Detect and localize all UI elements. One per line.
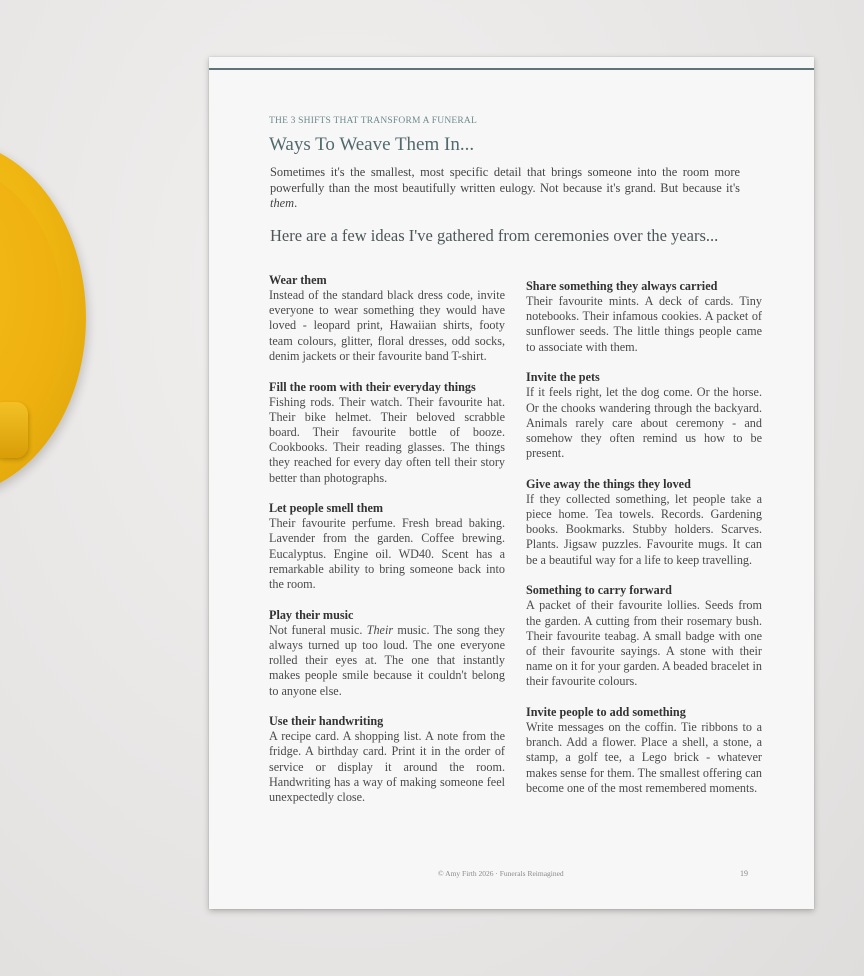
- left-column: [269, 273, 505, 821]
- idea-text: Fishing rods. Their watch. Their favourite hat. Their bike helmet. Their beloved scrabble board. Their favourite bottle of booze. Cookbooks. Their reading glasses. The things they reached for every day often tell their story better than photographs.: [269, 394, 505, 485]
- idea-heading: Something to carry forward: [526, 583, 672, 598]
- lead-line: Here are a few ideas I've gathered from ceremonies over the years...: [270, 226, 719, 245]
- idea-text: Their favourite mints. A deck of cards. Tiny notebooks. Their infamous cookies. A packet of sunflower seeds. The little things people came to associate with them.: [526, 294, 762, 354]
- idea-heading: Let people smell them: [269, 501, 384, 516]
- idea-section: [269, 380, 505, 486]
- intro-paragraph: [270, 165, 740, 212]
- idea-heading: Use their handwriting: [269, 714, 384, 729]
- page-number: 19: [740, 869, 748, 878]
- idea-heading: Play their music: [269, 607, 354, 622]
- idea-section: [269, 608, 505, 699]
- idea-section: [526, 583, 762, 689]
- idea-text: Instead of the standard black dress code, invite everyone to wear something they would have loved - leopard print, Hawaiian shirts, footy team colours, glitter, floral dresses, odd socks, denim jackets or their favourite band T-shirt.: [269, 288, 505, 363]
- idea-text: [269, 623, 505, 699]
- idea-section: [526, 477, 762, 568]
- idea-text-emphasis: Their: [366, 622, 394, 637]
- idea-section: [526, 370, 762, 461]
- idea-heading: Wear them: [269, 273, 327, 287]
- idea-section: [269, 273, 505, 364]
- idea-heading: Share something they always carried: [526, 279, 718, 293]
- idea-text-start: Not funeral music.: [269, 622, 367, 637]
- idea-section: [269, 501, 505, 592]
- coffee-cup-image: [0, 140, 86, 496]
- idea-text: Write messages on the coffin. Tie ribbons to a branch. Add a flower. Place a shell, a stone, a stamp, a golf tee, a Lego brick - whatever makes sense for them. The smallest offering can become one of the most remembered moments.: [526, 720, 762, 795]
- idea-text: Their favourite perfume. Fresh bread baking. Lavender from the garden. Coffee brewing. Eucalyptus. Engine oil. WD40. Scent has a remarkable ability to bring someone back into the room.: [269, 516, 505, 592]
- idea-text-end: music. The song they always turned up too loud. The one everyone rolled their eyes at. The one that instantly makes people smile because it couldn't belong to anyone else.: [269, 622, 505, 698]
- top-rule: [209, 68, 814, 70]
- cup-handle: [0, 402, 28, 458]
- idea-section: [526, 705, 762, 796]
- page-title: Ways To Weave Them In...: [269, 134, 475, 155]
- idea-heading: Fill the room with their everyday things: [269, 379, 476, 394]
- idea-text: A recipe card. A shopping list. A note from the fridge. A birthday card. Print it in the order of service or display it around the room. Handwriting has a way of making someone feel unexpectedly close.: [269, 729, 505, 805]
- idea-text: If it feels right, let the dog come. Or the horse. Or the chooks wandering through the backyard. Animals rarely care about ceremony - and somehow they often remind us how to be present.: [526, 385, 762, 461]
- idea-section: [526, 279, 762, 355]
- idea-heading: Invite people to add something: [526, 705, 686, 720]
- page-footer: © Amy Firth 2026 · Funerals Reimagined: [438, 869, 564, 878]
- intro-end: .: [294, 196, 298, 211]
- intro-text: Sometimes it's the smallest, most specific detail that brings someone into the room more powerfully than the most beautifully written eulogy. Not because it's grand. But because it's: [270, 165, 740, 195]
- idea-heading: Invite the pets: [526, 370, 600, 385]
- idea-text: If they collected something, let people take a piece home. Tea towels. Records. Gardening books. Bookmarks. Stubby holders. Scarves. Plants. Jigsaw puzzles. Favourite mugs. It can be a beautiful way for a life to keep travelling.: [526, 491, 762, 567]
- section-eyebrow: THE 3 SHIFTS THAT TRANSFORM A FUNERAL: [269, 116, 477, 126]
- idea-text: A packet of their favourite lollies. Seeds from the garden. A cutting from their rosemary bush. Their favourite teabag. A small badge with one of their favourite sayings. A stone with their name on it for your garden. A beaded bracelet in their favourite colours.: [526, 598, 762, 689]
- right-column: [526, 279, 762, 812]
- idea-heading: Give away the things they loved: [526, 476, 691, 491]
- document-page: [209, 57, 814, 909]
- idea-section: [269, 714, 505, 805]
- intro-emphasis: them: [270, 196, 295, 211]
